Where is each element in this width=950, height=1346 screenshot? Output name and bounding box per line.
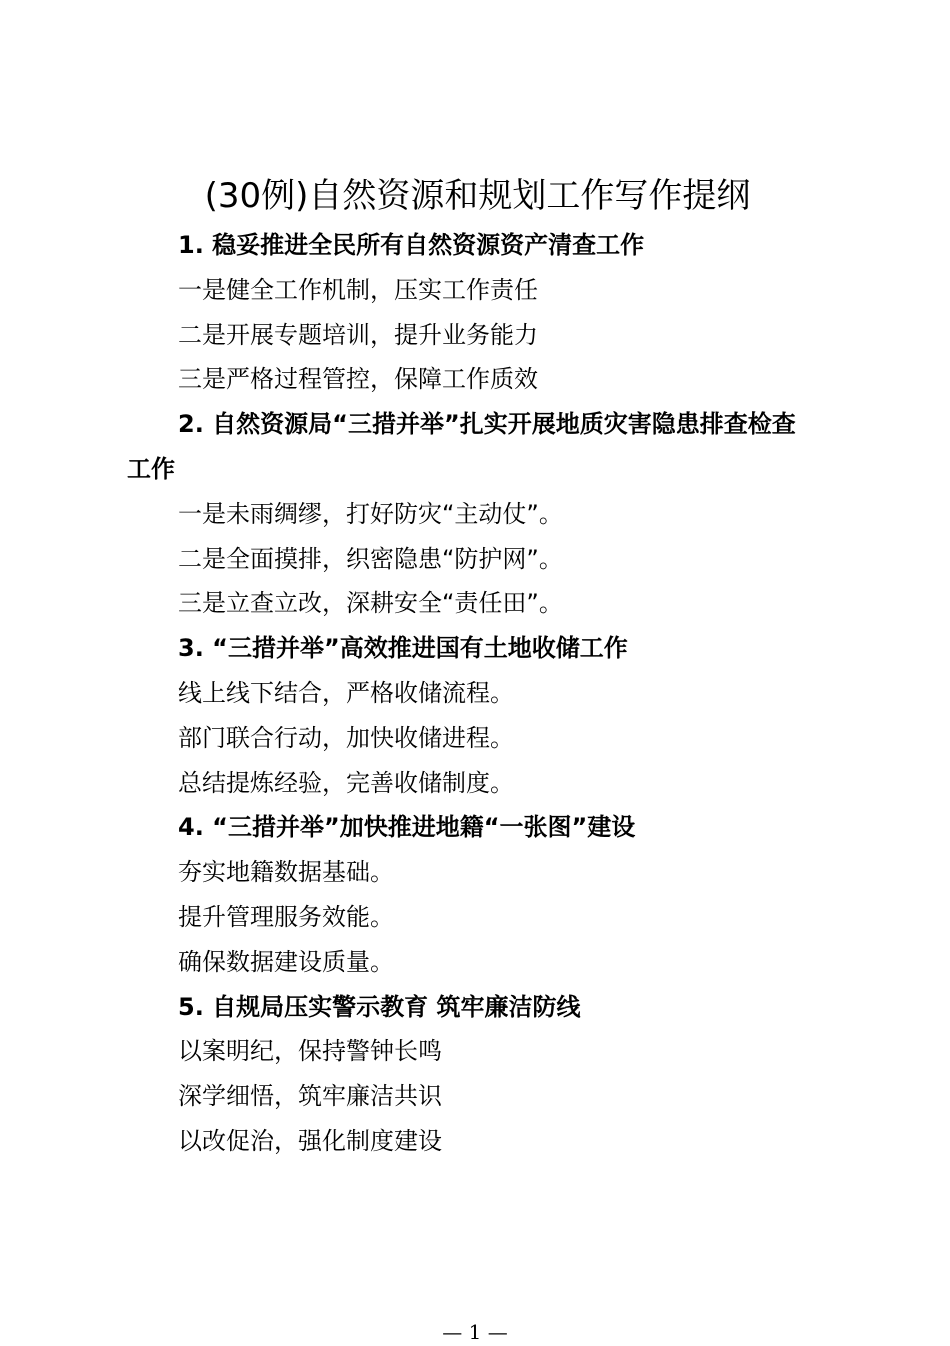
section-item: 深学细悟，筑牢廉洁共识 xyxy=(178,1082,442,1111)
section-heading: 3. “三措并举”高效推进国有土地收储工作 xyxy=(178,634,628,663)
section-heading: 1. 稳妥推进全民所有自然资源资产清查工作 xyxy=(178,231,645,259)
section-5 xyxy=(127,985,827,1164)
section-item: 部门联合行动，加快收储进程。 xyxy=(178,723,514,752)
section-item: 以案明纪，保持警钟长鸣 xyxy=(178,1037,442,1066)
section-item: 三是严格过程管控，保障工作质效 xyxy=(178,365,538,394)
section-item: 提升管理服务效能。 xyxy=(178,902,394,931)
section-item: 一是未雨绸缪，打好防灾“主动仗”。 xyxy=(178,499,563,528)
section-item: 二是开展专题培训，提升业务能力 xyxy=(178,320,538,349)
section-item: 夯实地籍数据基础。 xyxy=(178,858,394,887)
section-heading: 4. “三措并举”加快推进地籍“一张图”建设 xyxy=(178,813,636,842)
page-number: — 1 — xyxy=(442,1320,508,1344)
section-heading: 2. 自然资源局“三措并举”扎实开展地质灾害隐患排查检查工作 xyxy=(127,410,796,483)
section-item: 线上线下结合，严格收储流程。 xyxy=(178,678,514,707)
section-item: 一是健全工作机制，压实工作责任 xyxy=(178,275,538,304)
section-heading: 5. 自规局压实警示教育 筑牢廉洁防线 xyxy=(178,992,581,1021)
section-item: 确保数据建设质量。 xyxy=(178,947,394,976)
section-1 xyxy=(127,223,827,402)
document-title: (30例)自然资源和规划工作写作提纲 xyxy=(204,176,751,216)
section-3 xyxy=(127,626,827,805)
section-4 xyxy=(127,805,827,984)
section-item: 二是全面摸排，织密隐患“防护网”。 xyxy=(178,544,563,573)
document-body xyxy=(127,223,827,1164)
section-2 xyxy=(127,402,827,626)
section-item: 总结提炼经验，完善收储制度。 xyxy=(178,768,514,797)
section-item: 以改促治，强化制度建设 xyxy=(178,1126,442,1155)
section-item: 三是立查立改，深耕安全“责任田”。 xyxy=(178,589,563,618)
